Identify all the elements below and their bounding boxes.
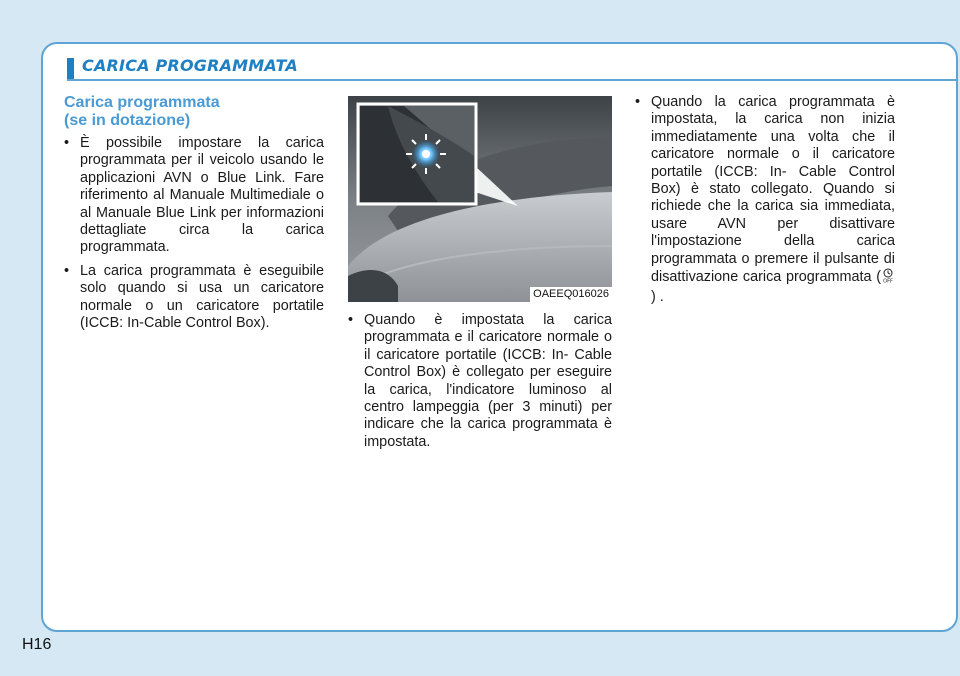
bullet-dot-icon: • <box>64 135 70 151</box>
left-column <box>64 94 324 338</box>
charging-indicator-figure <box>348 96 612 302</box>
subsection-heading <box>64 94 324 130</box>
section-title: CARICA PROGRAMMATA <box>82 56 298 75</box>
figure-code: OAEEQ016026 <box>530 287 612 302</box>
bullet-text: Quando è impostata la carica programmata e il caricatore normale o il caricatore portatile (ICCB: In- Cable Control Box) è collegato per eseguire la carica, l'indicatore luminoso al centro lampeggia (per 3 minuti) per indicare che la carica programmata è impostata. <box>364 312 612 450</box>
section-accent-bar <box>67 58 74 80</box>
subsection-heading-line1: Carica programmata <box>64 94 220 111</box>
bullet-dot-icon: • <box>64 262 70 279</box>
bullet-item <box>64 263 324 333</box>
bullet-item <box>348 312 612 451</box>
bullet-item <box>635 94 895 307</box>
middle-column <box>348 312 612 457</box>
bullet-text-suffix: ) . <box>651 289 664 306</box>
bullet-text: È possibile impostare la carica programmata per il veicolo usando le applicazioni AVN o Blue Link. Fare riferimento al Manuale Multimediale o al Manuale Blue Link per informazioni dettagliate circa la carica programmata. <box>80 135 324 256</box>
right-column <box>635 94 895 313</box>
bullet-dot-icon: • <box>348 312 354 328</box>
bullet-dot-icon: • <box>635 94 641 110</box>
car-dashboard-illustration <box>348 96 612 302</box>
subsection-heading-line2: (se in dotazione) <box>64 112 191 129</box>
bullet-text: Quando la carica programmata è impostata, la carica non inizia immediatamente una volta che il caricatore normale o il caricatore portatile (ICCB: In- Cable Control Box) è stato collegato. Quando si richiede che la carica sia immediata, usare AVN per disattivare l'impostazione della carica programmata o premere il pulsante di disattivazione carica programmata ( <box>651 94 895 286</box>
section-divider <box>67 79 958 81</box>
scheduled-charge-off-icon <box>881 268 895 289</box>
bullet-text: La carica programmata è eseguibile solo quando si usa un caricatore normale o un caricatore portatile (ICCB: In-Cable Control Box). <box>80 262 324 332</box>
svg-text:OFF: OFF <box>883 278 893 285</box>
bullet-item <box>64 135 324 257</box>
page-number: H16 <box>22 636 52 653</box>
